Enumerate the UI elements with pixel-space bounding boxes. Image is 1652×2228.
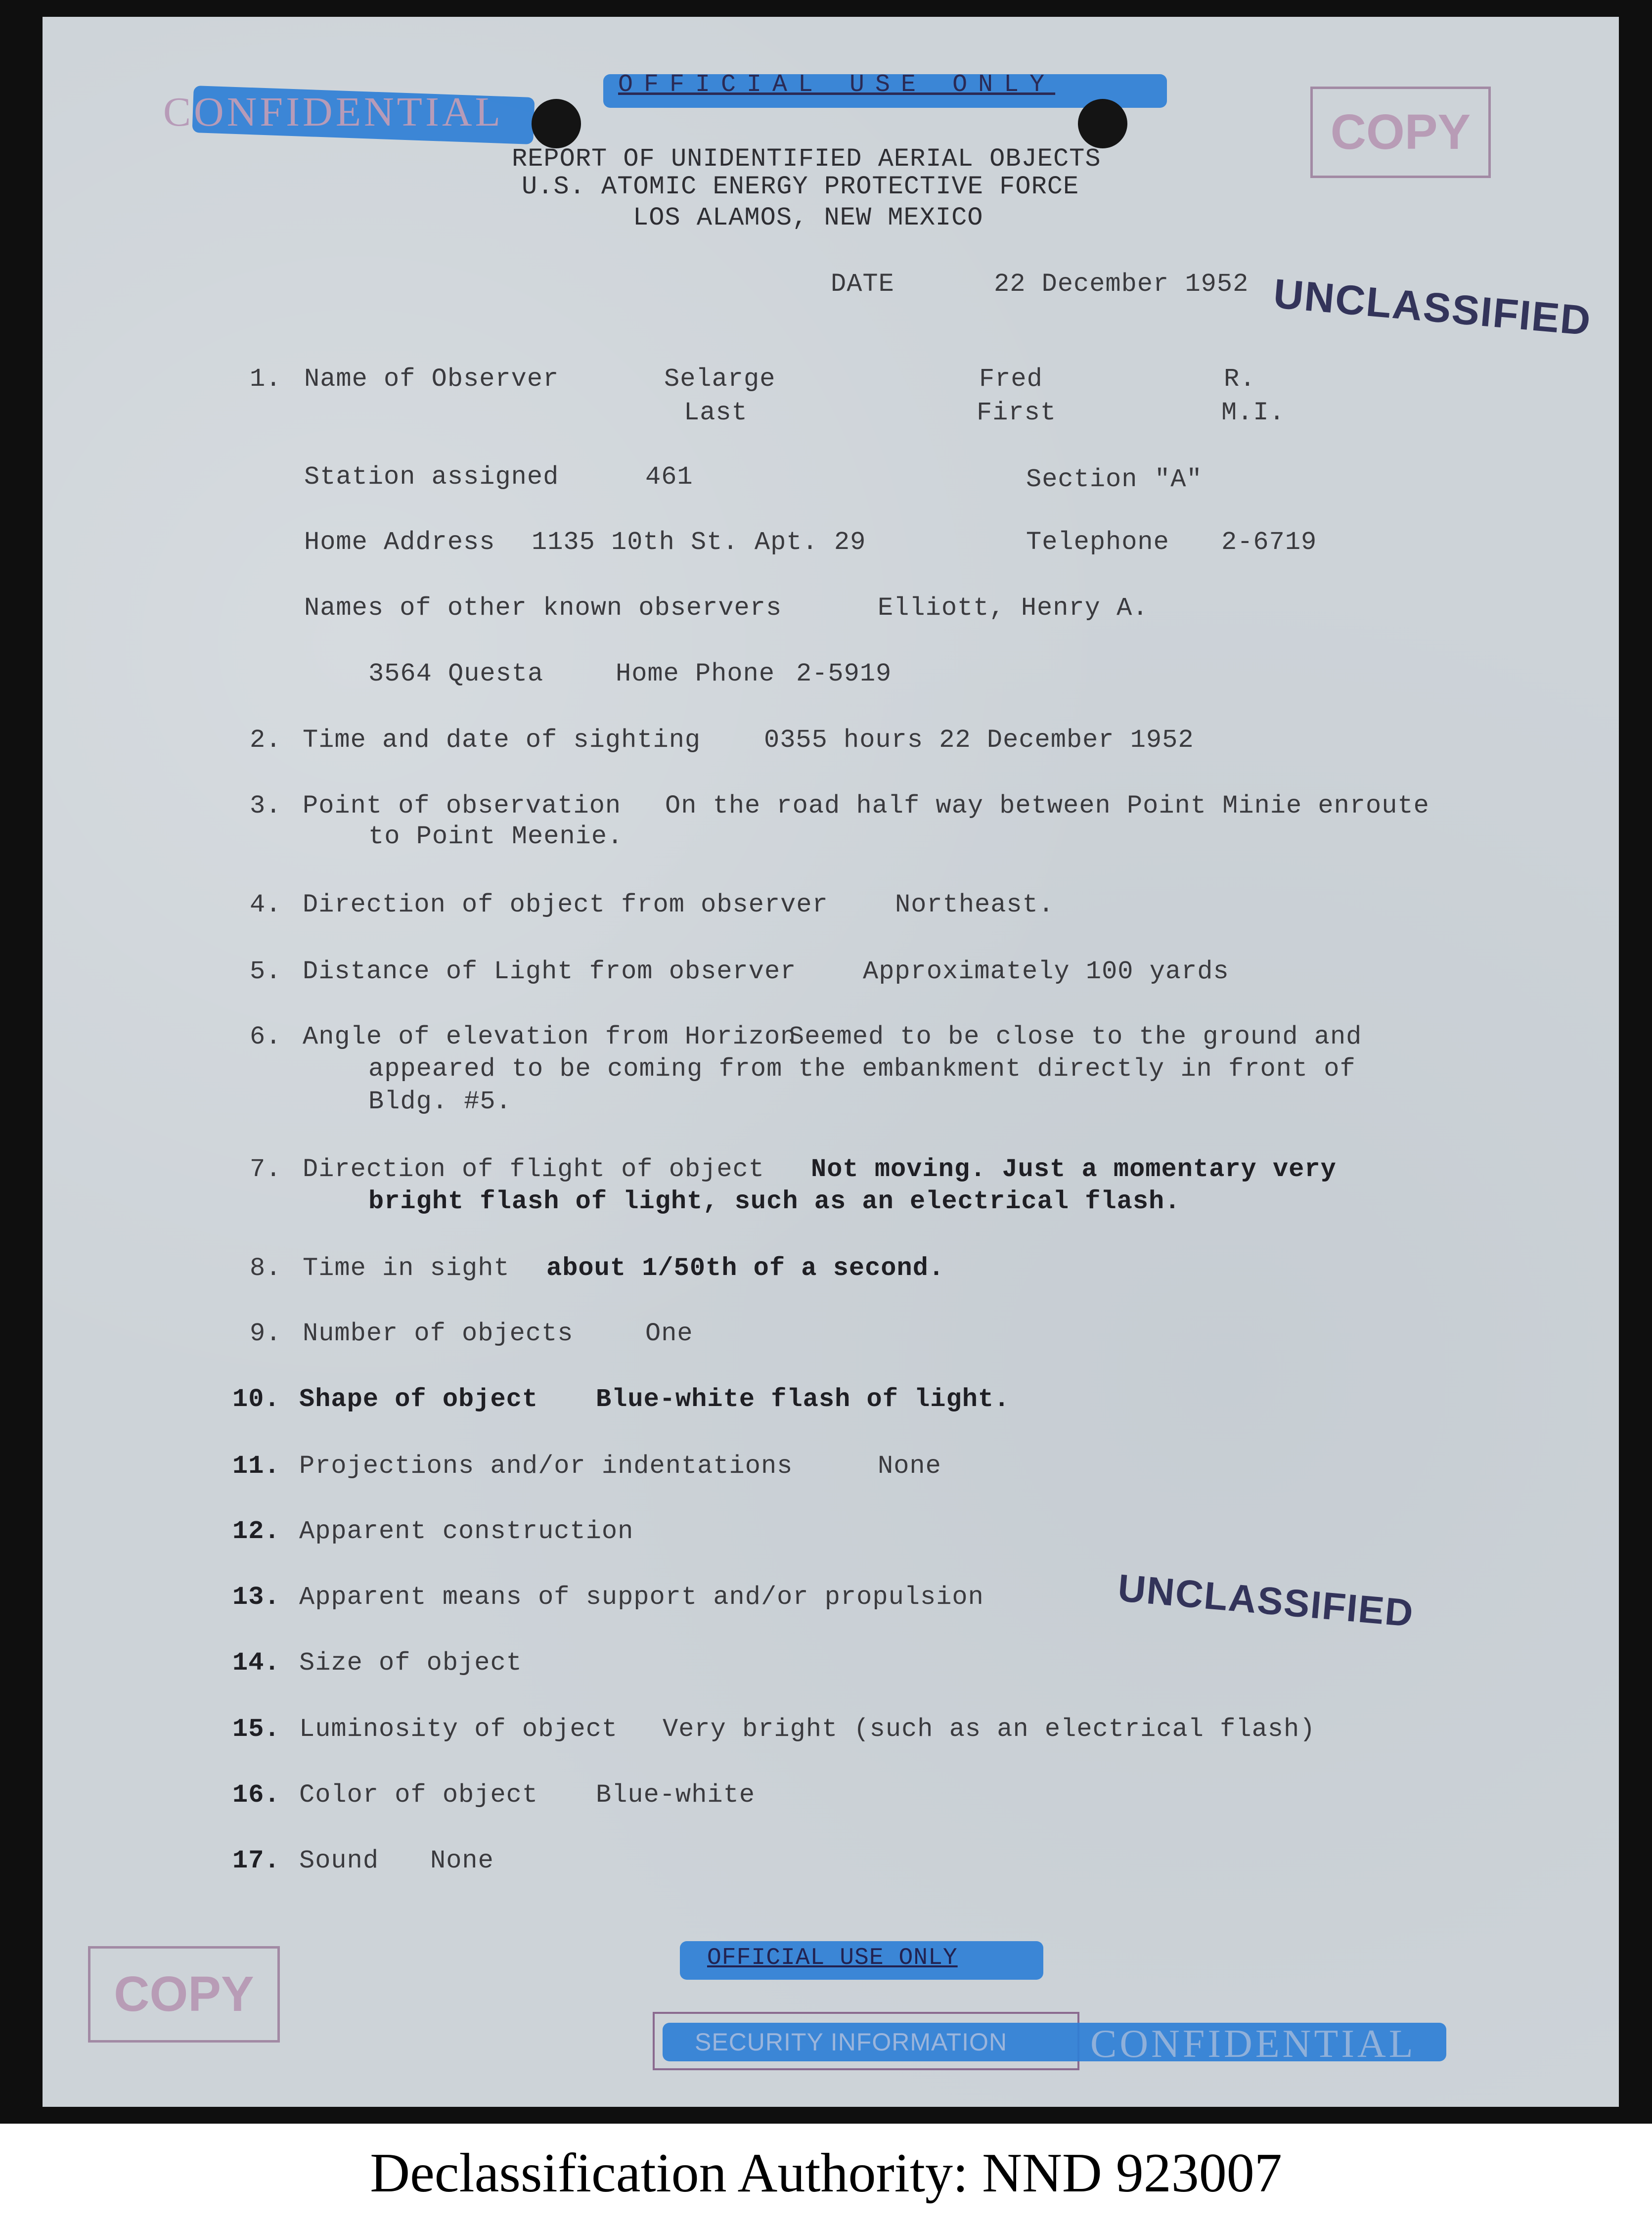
unclassified-stamp-top: UNCLASSIFIED xyxy=(1271,270,1594,344)
other-observers-value: Elliott, Henry A. xyxy=(878,593,1149,623)
copy-stamp-bottom-text: COPY xyxy=(114,1966,254,2022)
item-9-label: Number of objects xyxy=(303,1319,574,1348)
observer-last-name: Selarge xyxy=(664,364,776,394)
home-address-value: 1135 10th St. Apt. 29 xyxy=(532,528,866,557)
item-8-value: about 1/50th of a second. xyxy=(546,1254,945,1283)
item-15-value: Very bright (such as an electrical flash) xyxy=(663,1715,1316,1744)
item-3-continuation: to Point Meenie. xyxy=(368,822,624,851)
item-11-label: Projections and/or indentations xyxy=(299,1452,793,1481)
item-3-value: On the road half way between Point Minie enroute xyxy=(665,791,1429,820)
item-7-continuation: bright flash of light, such as an electrical flash. xyxy=(368,1187,1181,1216)
item-2-number: 2. xyxy=(250,726,282,755)
section-value: "A" xyxy=(1155,465,1203,494)
item-11-number: 11. xyxy=(232,1452,280,1481)
confidential-marking-top: CONFIDENTIAL xyxy=(163,89,503,135)
copy-stamp-bottom xyxy=(88,1946,280,2043)
item-14-label: Size of object xyxy=(299,1648,522,1678)
item-2-value: 0355 hours 22 December 1952 xyxy=(764,726,1194,755)
item-9-number: 9. xyxy=(250,1319,282,1348)
copy-stamp-top-text: COPY xyxy=(1330,104,1471,160)
item-5-number: 5. xyxy=(250,957,282,986)
item-4-label: Direction of object from observer xyxy=(303,890,828,919)
other-observer-address: 3564 Questa xyxy=(368,659,544,688)
observer-middle-initial: R. xyxy=(1224,364,1256,394)
item-6-continuation-2: Bldg. #5. xyxy=(368,1087,512,1116)
telephone-label: Telephone xyxy=(1026,528,1169,557)
punch-hole-right xyxy=(1078,99,1127,148)
item-15-label: Luminosity of object xyxy=(299,1715,618,1744)
item-6-continuation: appeared to be coming from the embankment directly in front of xyxy=(368,1054,1356,1084)
date-value: 22 December 1952 xyxy=(994,270,1249,299)
item-17-value: None xyxy=(430,1846,494,1875)
report-title: REPORT OF UNIDENTIFIED AERIAL OBJECTS xyxy=(512,144,1101,174)
item-4-number: 4. xyxy=(250,890,282,919)
item-16-label: Color of object xyxy=(299,1780,538,1810)
item-3-number: 3. xyxy=(250,791,282,820)
item-17-number: 17. xyxy=(232,1846,280,1875)
item-4-value: Northeast. xyxy=(895,890,1055,919)
observer-last-caption: Last xyxy=(684,398,748,427)
declassification-authority: Declassification Authority: NND 923007 xyxy=(370,2142,1282,2204)
telephone-value: 2-6719 xyxy=(1221,528,1317,557)
observer-mi-caption: M.I. xyxy=(1221,398,1285,427)
agency-line: U.S. ATOMIC ENERGY PROTECTIVE FORCE xyxy=(522,172,1079,201)
item-6-value: Seemed to be close to the ground and xyxy=(789,1022,1362,1051)
station-label: Station assigned xyxy=(304,462,559,492)
item-8-label: Time in sight xyxy=(303,1254,510,1283)
security-info-text: SECURITY INFORMATION xyxy=(695,2028,1008,2056)
item-8-number: 8. xyxy=(250,1254,282,1283)
item-5-label: Distance of Light from observer xyxy=(303,957,797,986)
item-11-value: None xyxy=(878,1452,941,1481)
official-use-marking-bottom: OFFICIAL USE ONLY xyxy=(707,1945,958,1971)
confidential-marking-bottom: CONFIDENTIAL xyxy=(1090,2022,1416,2066)
home-address-label: Home Address xyxy=(304,528,495,557)
item-16-number: 16. xyxy=(232,1780,280,1810)
item-13-label: Apparent means of support and/or propulsion xyxy=(299,1583,984,1612)
other-observers-label: Names of other known observers xyxy=(304,593,782,623)
item-9-value: One xyxy=(645,1319,693,1348)
section-label: Section xyxy=(1026,465,1138,494)
observer-first-caption: First xyxy=(977,398,1057,427)
official-use-marking-top: OFFICIAL USE ONLY xyxy=(618,71,1056,99)
observer-first-name: Fred xyxy=(979,364,1043,394)
item-6-number: 6. xyxy=(250,1022,282,1051)
item-12-number: 12. xyxy=(232,1517,280,1546)
other-observer-phone-label: Home Phone xyxy=(616,659,775,688)
item-12-label: Apparent construction xyxy=(299,1517,634,1546)
item-7-value: Not moving. Just a momentary very xyxy=(811,1155,1337,1184)
date-label: DATE xyxy=(831,270,894,299)
punch-hole-left xyxy=(532,99,581,148)
item-7-number: 7. xyxy=(250,1155,282,1184)
item-14-number: 14. xyxy=(232,1648,280,1678)
unclassified-stamp-middle: UNCLASSIFIED xyxy=(1116,1565,1416,1635)
copy-stamp-top xyxy=(1310,87,1491,178)
item-10-label: Shape of object xyxy=(299,1385,538,1414)
item-17-label: Sound xyxy=(299,1846,379,1875)
other-observer-phone-value: 2-5919 xyxy=(796,659,892,688)
item-5-value: Approximately 100 yards xyxy=(863,957,1229,986)
item-7-label: Direction of flight of object xyxy=(303,1155,764,1184)
location-line: LOS ALAMOS, NEW MEXICO xyxy=(633,203,983,232)
item-2-label: Time and date of sighting xyxy=(303,726,701,755)
item-6-label: Angle of elevation from Horizon xyxy=(303,1022,797,1051)
item-10-number: 10. xyxy=(232,1385,280,1414)
station-value: 461 xyxy=(645,462,693,492)
item-16-value: Blue-white xyxy=(596,1780,756,1810)
item-1-label: Name of Observer xyxy=(304,364,559,394)
item-13-number: 13. xyxy=(232,1583,280,1612)
item-15-number: 15. xyxy=(232,1715,280,1744)
item-1-number: 1. xyxy=(250,364,282,394)
item-10-value: Blue-white flash of light. xyxy=(596,1385,1010,1414)
item-3-label: Point of observation xyxy=(303,791,622,820)
